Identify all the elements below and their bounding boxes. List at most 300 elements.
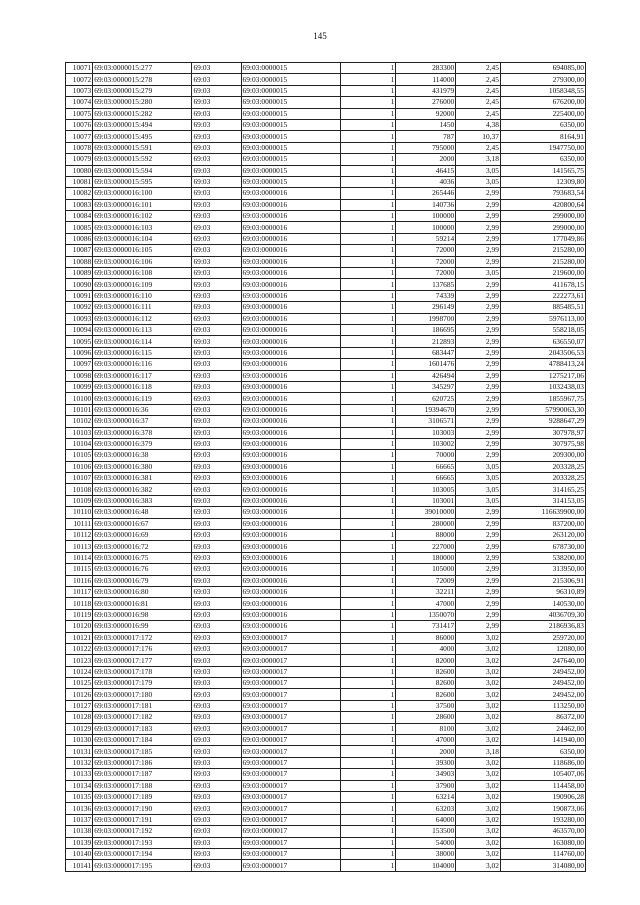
cadastral-block-cell: 69:03:0000015 [241, 176, 340, 187]
count-cell: 1 [340, 302, 396, 313]
district-code-cell: 69:03 [192, 757, 241, 768]
rate-cell: 2,99 [456, 507, 501, 518]
cadastral-value-cell: 259720,00 [500, 632, 585, 643]
cadastral-value-cell: 314153,05 [500, 495, 585, 506]
row-number-cell: 10132 [66, 757, 93, 768]
district-code-cell: 69:03 [192, 108, 241, 119]
row-number-cell: 10103 [66, 427, 93, 438]
district-code-cell: 69:03 [192, 450, 241, 461]
area-cell: 37900 [396, 780, 456, 791]
cadastral-block-cell: 69:03:0000017 [241, 780, 340, 791]
row-number-cell: 10077 [66, 131, 93, 142]
cadastral-block-cell: 69:03:0000016 [241, 245, 340, 256]
cadastral-value-cell: 2186936,83 [500, 621, 585, 632]
district-code-cell: 69:03 [192, 165, 241, 176]
area-cell: 72000 [396, 245, 456, 256]
rate-cell: 2,99 [456, 313, 501, 324]
cadastral-number-cell: 69:03:0000016:100 [93, 188, 192, 199]
cadastral-value-cell: 177049,86 [500, 233, 585, 244]
cadastral-block-cell: 69:03:0000016 [241, 518, 340, 529]
cadastral-block-cell: 69:03:0000016 [241, 381, 340, 392]
count-cell: 1 [340, 370, 396, 381]
cadastral-value-cell: 222273,61 [500, 290, 585, 301]
table-row [66, 746, 586, 757]
count-cell: 1 [340, 211, 396, 222]
cadastral-value-cell: 307975,98 [500, 438, 585, 449]
cadastral-block-cell: 69:03:0000016 [241, 564, 340, 575]
cadastral-number-cell: 69:03:0000016:119 [93, 393, 192, 404]
cadastral-value-cell: 193280,00 [500, 814, 585, 825]
row-number-cell: 10137 [66, 814, 93, 825]
district-code-cell: 69:03 [192, 643, 241, 654]
district-code-cell: 69:03 [192, 473, 241, 484]
district-code-cell: 69:03 [192, 803, 241, 814]
area-cell: 92000 [396, 108, 456, 119]
area-cell: 47000 [396, 735, 456, 746]
row-number-cell: 10113 [66, 541, 93, 552]
district-code-cell: 69:03 [192, 324, 241, 335]
count-cell: 1 [340, 518, 396, 529]
table-row [66, 484, 586, 495]
row-number-cell: 10082 [66, 188, 93, 199]
count-cell: 1 [340, 575, 396, 586]
cadastral-block-cell: 69:03:0000016 [241, 575, 340, 586]
table-row [66, 837, 586, 848]
row-number-cell: 10134 [66, 780, 93, 791]
table-row [66, 347, 586, 358]
cadastral-value-cell: 676200,00 [500, 97, 585, 108]
table-row [66, 302, 586, 313]
cadastral-number-cell: 69:03:0000017:178 [93, 666, 192, 677]
rate-cell: 3,18 [456, 746, 501, 757]
district-code-cell: 69:03 [192, 860, 241, 871]
count-cell: 1 [340, 108, 396, 119]
area-cell: 283300 [396, 63, 456, 74]
cadastral-block-cell: 69:03:0000016 [241, 393, 340, 404]
cadastral-block-cell: 69:03:0000016 [241, 199, 340, 210]
cadastral-number-cell: 69:03:0000017:194 [93, 848, 192, 859]
row-number-cell: 10123 [66, 655, 93, 666]
count-cell: 1 [340, 792, 396, 803]
cadastral-block-cell: 69:03:0000017 [241, 712, 340, 723]
cadastral-block-cell: 69:03:0000017 [241, 848, 340, 859]
area-cell: 296149 [396, 302, 456, 313]
count-cell: 1 [340, 632, 396, 643]
district-code-cell: 69:03 [192, 233, 241, 244]
count-cell: 1 [340, 495, 396, 506]
cadastral-number-cell: 69:03:0000016:104 [93, 233, 192, 244]
rate-cell: 2,45 [456, 74, 501, 85]
area-cell: 8100 [396, 723, 456, 734]
count-cell: 1 [340, 860, 396, 871]
cadastral-value-cell: 538200,00 [500, 552, 585, 563]
district-code-cell: 69:03 [192, 302, 241, 313]
cadastral-number-cell: 69:03:0000016:48 [93, 507, 192, 518]
district-code-cell: 69:03 [192, 279, 241, 290]
cadastral-value-cell: 4788413,24 [500, 359, 585, 370]
count-cell: 1 [340, 552, 396, 563]
area-cell: 47000 [396, 598, 456, 609]
district-code-cell: 69:03 [192, 598, 241, 609]
area-cell: 1450 [396, 119, 456, 130]
cadastral-value-cell: 116639900,00 [500, 507, 585, 518]
cadastral-number-cell: 69:03:0000015:495 [93, 131, 192, 142]
rate-cell: 2,99 [456, 404, 501, 415]
district-code-cell: 69:03 [192, 154, 241, 165]
cadastral-block-cell: 69:03:0000016 [241, 359, 340, 370]
count-cell: 1 [340, 131, 396, 142]
count-cell: 1 [340, 176, 396, 187]
district-code-cell: 69:03 [192, 85, 241, 96]
cadastral-value-cell: 215280,00 [500, 245, 585, 256]
cadastral-value-cell: 114458,00 [500, 780, 585, 791]
cadastral-number-cell: 69:03:0000016:111 [93, 302, 192, 313]
count-cell: 1 [340, 723, 396, 734]
cadastral-number-cell: 69:03:0000015:494 [93, 119, 192, 130]
cadastral-value-cell: 141565,75 [500, 165, 585, 176]
area-cell: 140736 [396, 199, 456, 210]
row-number-cell: 10140 [66, 848, 93, 859]
cadastral-block-cell: 69:03:0000015 [241, 108, 340, 119]
cadastral-block-cell: 69:03:0000016 [241, 222, 340, 233]
cadastral-block-cell: 69:03:0000017 [241, 837, 340, 848]
row-number-cell: 10107 [66, 473, 93, 484]
row-number-cell: 10089 [66, 268, 93, 279]
row-number-cell: 10073 [66, 85, 93, 96]
table-row [66, 85, 586, 96]
area-cell: 32211 [396, 586, 456, 597]
table-row [66, 176, 586, 187]
cadastral-value-cell: 1058348,55 [500, 85, 585, 96]
cadastral-number-cell: 69:03:0000016:37 [93, 416, 192, 427]
district-code-cell: 69:03 [192, 74, 241, 85]
count-cell: 1 [340, 598, 396, 609]
cadastral-block-cell: 69:03:0000016 [241, 621, 340, 632]
cadastral-value-cell: 86372,00 [500, 712, 585, 723]
rate-cell: 3,02 [456, 678, 501, 689]
table-row [66, 290, 586, 301]
row-number-cell: 10109 [66, 495, 93, 506]
row-number-cell: 10121 [66, 632, 93, 643]
cadastral-block-cell: 69:03:0000016 [241, 495, 340, 506]
district-code-cell: 69:03 [192, 484, 241, 495]
area-cell: 59214 [396, 233, 456, 244]
row-number-cell: 10086 [66, 233, 93, 244]
area-cell: 39010000 [396, 507, 456, 518]
district-code-cell: 69:03 [192, 700, 241, 711]
district-code-cell: 69:03 [192, 780, 241, 791]
rate-cell: 2,99 [456, 347, 501, 358]
rate-cell: 3,05 [456, 176, 501, 187]
district-code-cell: 69:03 [192, 438, 241, 449]
rate-cell: 2,99 [456, 393, 501, 404]
area-cell: 100000 [396, 211, 456, 222]
cadastral-value-cell: 9288647,29 [500, 416, 585, 427]
area-cell: 104000 [396, 860, 456, 871]
count-cell: 1 [340, 461, 396, 472]
cadastral-number-cell: 69:03:0000016:103 [93, 222, 192, 233]
area-cell: 54000 [396, 837, 456, 848]
cadastral-value-cell: 105407,06 [500, 769, 585, 780]
district-code-cell: 69:03 [192, 416, 241, 427]
district-code-cell: 69:03 [192, 837, 241, 848]
rate-cell: 3,02 [456, 700, 501, 711]
table-row [66, 666, 586, 677]
area-cell: 137685 [396, 279, 456, 290]
area-cell: 2000 [396, 746, 456, 757]
area-cell: 103001 [396, 495, 456, 506]
cadastral-value-cell: 249452,00 [500, 689, 585, 700]
table-row [66, 564, 586, 575]
cadastral-block-cell: 69:03:0000016 [241, 450, 340, 461]
row-number-cell: 10100 [66, 393, 93, 404]
cadastral-number-cell: 69:03:0000017:181 [93, 700, 192, 711]
count-cell: 1 [340, 826, 396, 837]
cadastral-block-cell: 69:03:0000017 [241, 803, 340, 814]
table-row [66, 609, 586, 620]
cadastral-value-cell: 411678,15 [500, 279, 585, 290]
area-cell: 4036 [396, 176, 456, 187]
count-cell: 1 [340, 324, 396, 335]
rate-cell: 3,02 [456, 655, 501, 666]
table-row [66, 108, 586, 119]
district-code-cell: 69:03 [192, 632, 241, 643]
cadastral-value-cell: 1947750,00 [500, 142, 585, 153]
cadastral-number-cell: 69:03:0000017:177 [93, 655, 192, 666]
district-code-cell: 69:03 [192, 347, 241, 358]
cadastral-block-cell: 69:03:0000016 [241, 609, 340, 620]
rate-cell: 2,99 [456, 359, 501, 370]
cadastral-number-cell: 69:03:0000016:381 [93, 473, 192, 484]
row-number-cell: 10116 [66, 575, 93, 586]
rate-cell: 3,02 [456, 792, 501, 803]
row-number-cell: 10099 [66, 381, 93, 392]
district-code-cell: 69:03 [192, 541, 241, 552]
rate-cell: 2,99 [456, 222, 501, 233]
count-cell: 1 [340, 666, 396, 677]
row-number-cell: 10076 [66, 119, 93, 130]
cadastral-block-cell: 69:03:0000017 [241, 826, 340, 837]
district-code-cell: 69:03 [192, 393, 241, 404]
row-number-cell: 10115 [66, 564, 93, 575]
cadastral-number-cell: 69:03:0000016:36 [93, 404, 192, 415]
rate-cell: 3,05 [456, 461, 501, 472]
rate-cell: 3,02 [456, 803, 501, 814]
cadastral-block-cell: 69:03:0000017 [241, 746, 340, 757]
count-cell: 1 [340, 837, 396, 848]
area-cell: 431979 [396, 85, 456, 96]
cadastral-number-cell: 69:03:0000015:591 [93, 142, 192, 153]
rate-cell: 3,05 [456, 473, 501, 484]
table-row [66, 222, 586, 233]
area-cell: 19394670 [396, 404, 456, 415]
count-cell: 1 [340, 142, 396, 153]
table-row [66, 199, 586, 210]
cadastral-block-cell: 69:03:0000016 [241, 552, 340, 563]
cadastral-value-cell: 209300,00 [500, 450, 585, 461]
cadastral-block-cell: 69:03:0000016 [241, 268, 340, 279]
row-number-cell: 10102 [66, 416, 93, 427]
count-cell: 1 [340, 233, 396, 244]
row-number-cell: 10093 [66, 313, 93, 324]
area-cell: 265446 [396, 188, 456, 199]
table-row [66, 689, 586, 700]
cadastral-block-cell: 69:03:0000016 [241, 530, 340, 541]
cadastral-block-cell: 69:03:0000016 [241, 484, 340, 495]
count-cell: 1 [340, 484, 396, 495]
cadastral-block-cell: 69:03:0000017 [241, 769, 340, 780]
district-code-cell: 69:03 [192, 268, 241, 279]
cadastral-block-cell: 69:03:0000016 [241, 188, 340, 199]
table-row [66, 313, 586, 324]
cadastral-value-cell: 5976113,00 [500, 313, 585, 324]
count-cell: 1 [340, 245, 396, 256]
district-code-cell: 69:03 [192, 792, 241, 803]
rate-cell: 3,02 [456, 780, 501, 791]
count-cell: 1 [340, 222, 396, 233]
table-row [66, 142, 586, 153]
rate-cell: 3,02 [456, 837, 501, 848]
row-number-cell: 10110 [66, 507, 93, 518]
cadastral-value-cell: 694085,00 [500, 63, 585, 74]
table-row [66, 792, 586, 803]
cadastral-value-cell: 558218,05 [500, 324, 585, 335]
row-number-cell: 10105 [66, 450, 93, 461]
area-cell: 34903 [396, 769, 456, 780]
rate-cell: 2,99 [456, 586, 501, 597]
table-row [66, 381, 586, 392]
table-row [66, 678, 586, 689]
cadastral-block-cell: 69:03:0000016 [241, 461, 340, 472]
cadastral-block-cell: 69:03:0000015 [241, 154, 340, 165]
rate-cell: 2,99 [456, 370, 501, 381]
rate-cell: 2,45 [456, 63, 501, 74]
cadastral-value-cell: 114760,00 [500, 848, 585, 859]
cadastral-block-cell: 69:03:0000016 [241, 586, 340, 597]
area-cell: 66665 [396, 473, 456, 484]
area-cell: 280000 [396, 518, 456, 529]
district-code-cell: 69:03 [192, 245, 241, 256]
area-cell: 683447 [396, 347, 456, 358]
district-code-cell: 69:03 [192, 188, 241, 199]
row-number-cell: 10079 [66, 154, 93, 165]
area-cell: 2000 [396, 154, 456, 165]
rate-cell: 3,02 [456, 643, 501, 654]
district-code-cell: 69:03 [192, 621, 241, 632]
table-row [66, 233, 586, 244]
count-cell: 1 [340, 97, 396, 108]
district-code-cell: 69:03 [192, 769, 241, 780]
rate-cell: 2,99 [456, 427, 501, 438]
row-number-cell: 10104 [66, 438, 93, 449]
cadastral-number-cell: 69:03:0000016:102 [93, 211, 192, 222]
district-code-cell: 69:03 [192, 746, 241, 757]
area-cell: 345297 [396, 381, 456, 392]
area-cell: 105000 [396, 564, 456, 575]
table-row [66, 461, 586, 472]
rate-cell: 3,02 [456, 735, 501, 746]
table-row [66, 735, 586, 746]
row-number-cell: 10129 [66, 723, 93, 734]
area-cell: 70000 [396, 450, 456, 461]
count-cell: 1 [340, 404, 396, 415]
count-cell: 1 [340, 678, 396, 689]
cadastral-block-cell: 69:03:0000015 [241, 119, 340, 130]
cadastral-value-cell: 140530,00 [500, 598, 585, 609]
cadastral-block-cell: 69:03:0000015 [241, 165, 340, 176]
rate-cell: 3,02 [456, 769, 501, 780]
cadastral-number-cell: 69:03:0000016:115 [93, 347, 192, 358]
count-cell: 1 [340, 586, 396, 597]
rate-cell: 2,45 [456, 142, 501, 153]
area-cell: 114000 [396, 74, 456, 85]
table-row [66, 119, 586, 130]
rate-cell: 2,99 [456, 302, 501, 313]
rate-cell: 3,02 [456, 860, 501, 871]
cadastral-value-cell: 885485,51 [500, 302, 585, 313]
cadastral-value-cell: 6350,00 [500, 154, 585, 165]
table-row [66, 165, 586, 176]
row-number-cell: 10108 [66, 484, 93, 495]
area-cell: 103005 [396, 484, 456, 495]
cadastral-number-cell: 69:03:0000016:382 [93, 484, 192, 495]
count-cell: 1 [340, 700, 396, 711]
rate-cell: 2,99 [456, 336, 501, 347]
rate-cell: 3,02 [456, 632, 501, 643]
area-cell: 100000 [396, 222, 456, 233]
rate-cell: 3,02 [456, 814, 501, 825]
table-row [66, 632, 586, 643]
row-number-cell: 10124 [66, 666, 93, 677]
count-cell: 1 [340, 769, 396, 780]
table-row [66, 530, 586, 541]
cadastral-number-cell: 69:03:0000016:112 [93, 313, 192, 324]
row-number-cell: 10091 [66, 290, 93, 301]
count-cell: 1 [340, 780, 396, 791]
cadastral-block-cell: 69:03:0000016 [241, 211, 340, 222]
count-cell: 1 [340, 712, 396, 723]
count-cell: 1 [340, 165, 396, 176]
row-number-cell: 10101 [66, 404, 93, 415]
cadastral-value-cell: 4036709,30 [500, 609, 585, 620]
cadastral-block-cell: 69:03:0000017 [241, 643, 340, 654]
row-number-cell: 10080 [66, 165, 93, 176]
cadastral-block-cell: 69:03:0000016 [241, 416, 340, 427]
cadastral-number-cell: 69:03:0000016:118 [93, 381, 192, 392]
cadastral-value-cell: 96310,89 [500, 586, 585, 597]
row-number-cell: 10118 [66, 598, 93, 609]
row-number-cell: 10085 [66, 222, 93, 233]
cadastral-block-cell: 69:03:0000016 [241, 313, 340, 324]
row-number-cell: 10092 [66, 302, 93, 313]
cadastral-value-cell: 12309,80 [500, 176, 585, 187]
cadastral-number-cell: 69:03:0000016:69 [93, 530, 192, 541]
rate-cell: 2,99 [456, 256, 501, 267]
table-row [66, 427, 586, 438]
table-row [66, 336, 586, 347]
table-row [66, 769, 586, 780]
count-cell: 1 [340, 347, 396, 358]
district-code-cell: 69:03 [192, 655, 241, 666]
area-cell: 82600 [396, 689, 456, 700]
cadastral-block-cell: 69:03:0000016 [241, 290, 340, 301]
district-code-cell: 69:03 [192, 404, 241, 415]
cadastral-block-cell: 69:03:0000016 [241, 324, 340, 335]
rate-cell: 3,05 [456, 495, 501, 506]
area-cell: 66665 [396, 461, 456, 472]
count-cell: 1 [340, 290, 396, 301]
rate-cell: 3,18 [456, 154, 501, 165]
